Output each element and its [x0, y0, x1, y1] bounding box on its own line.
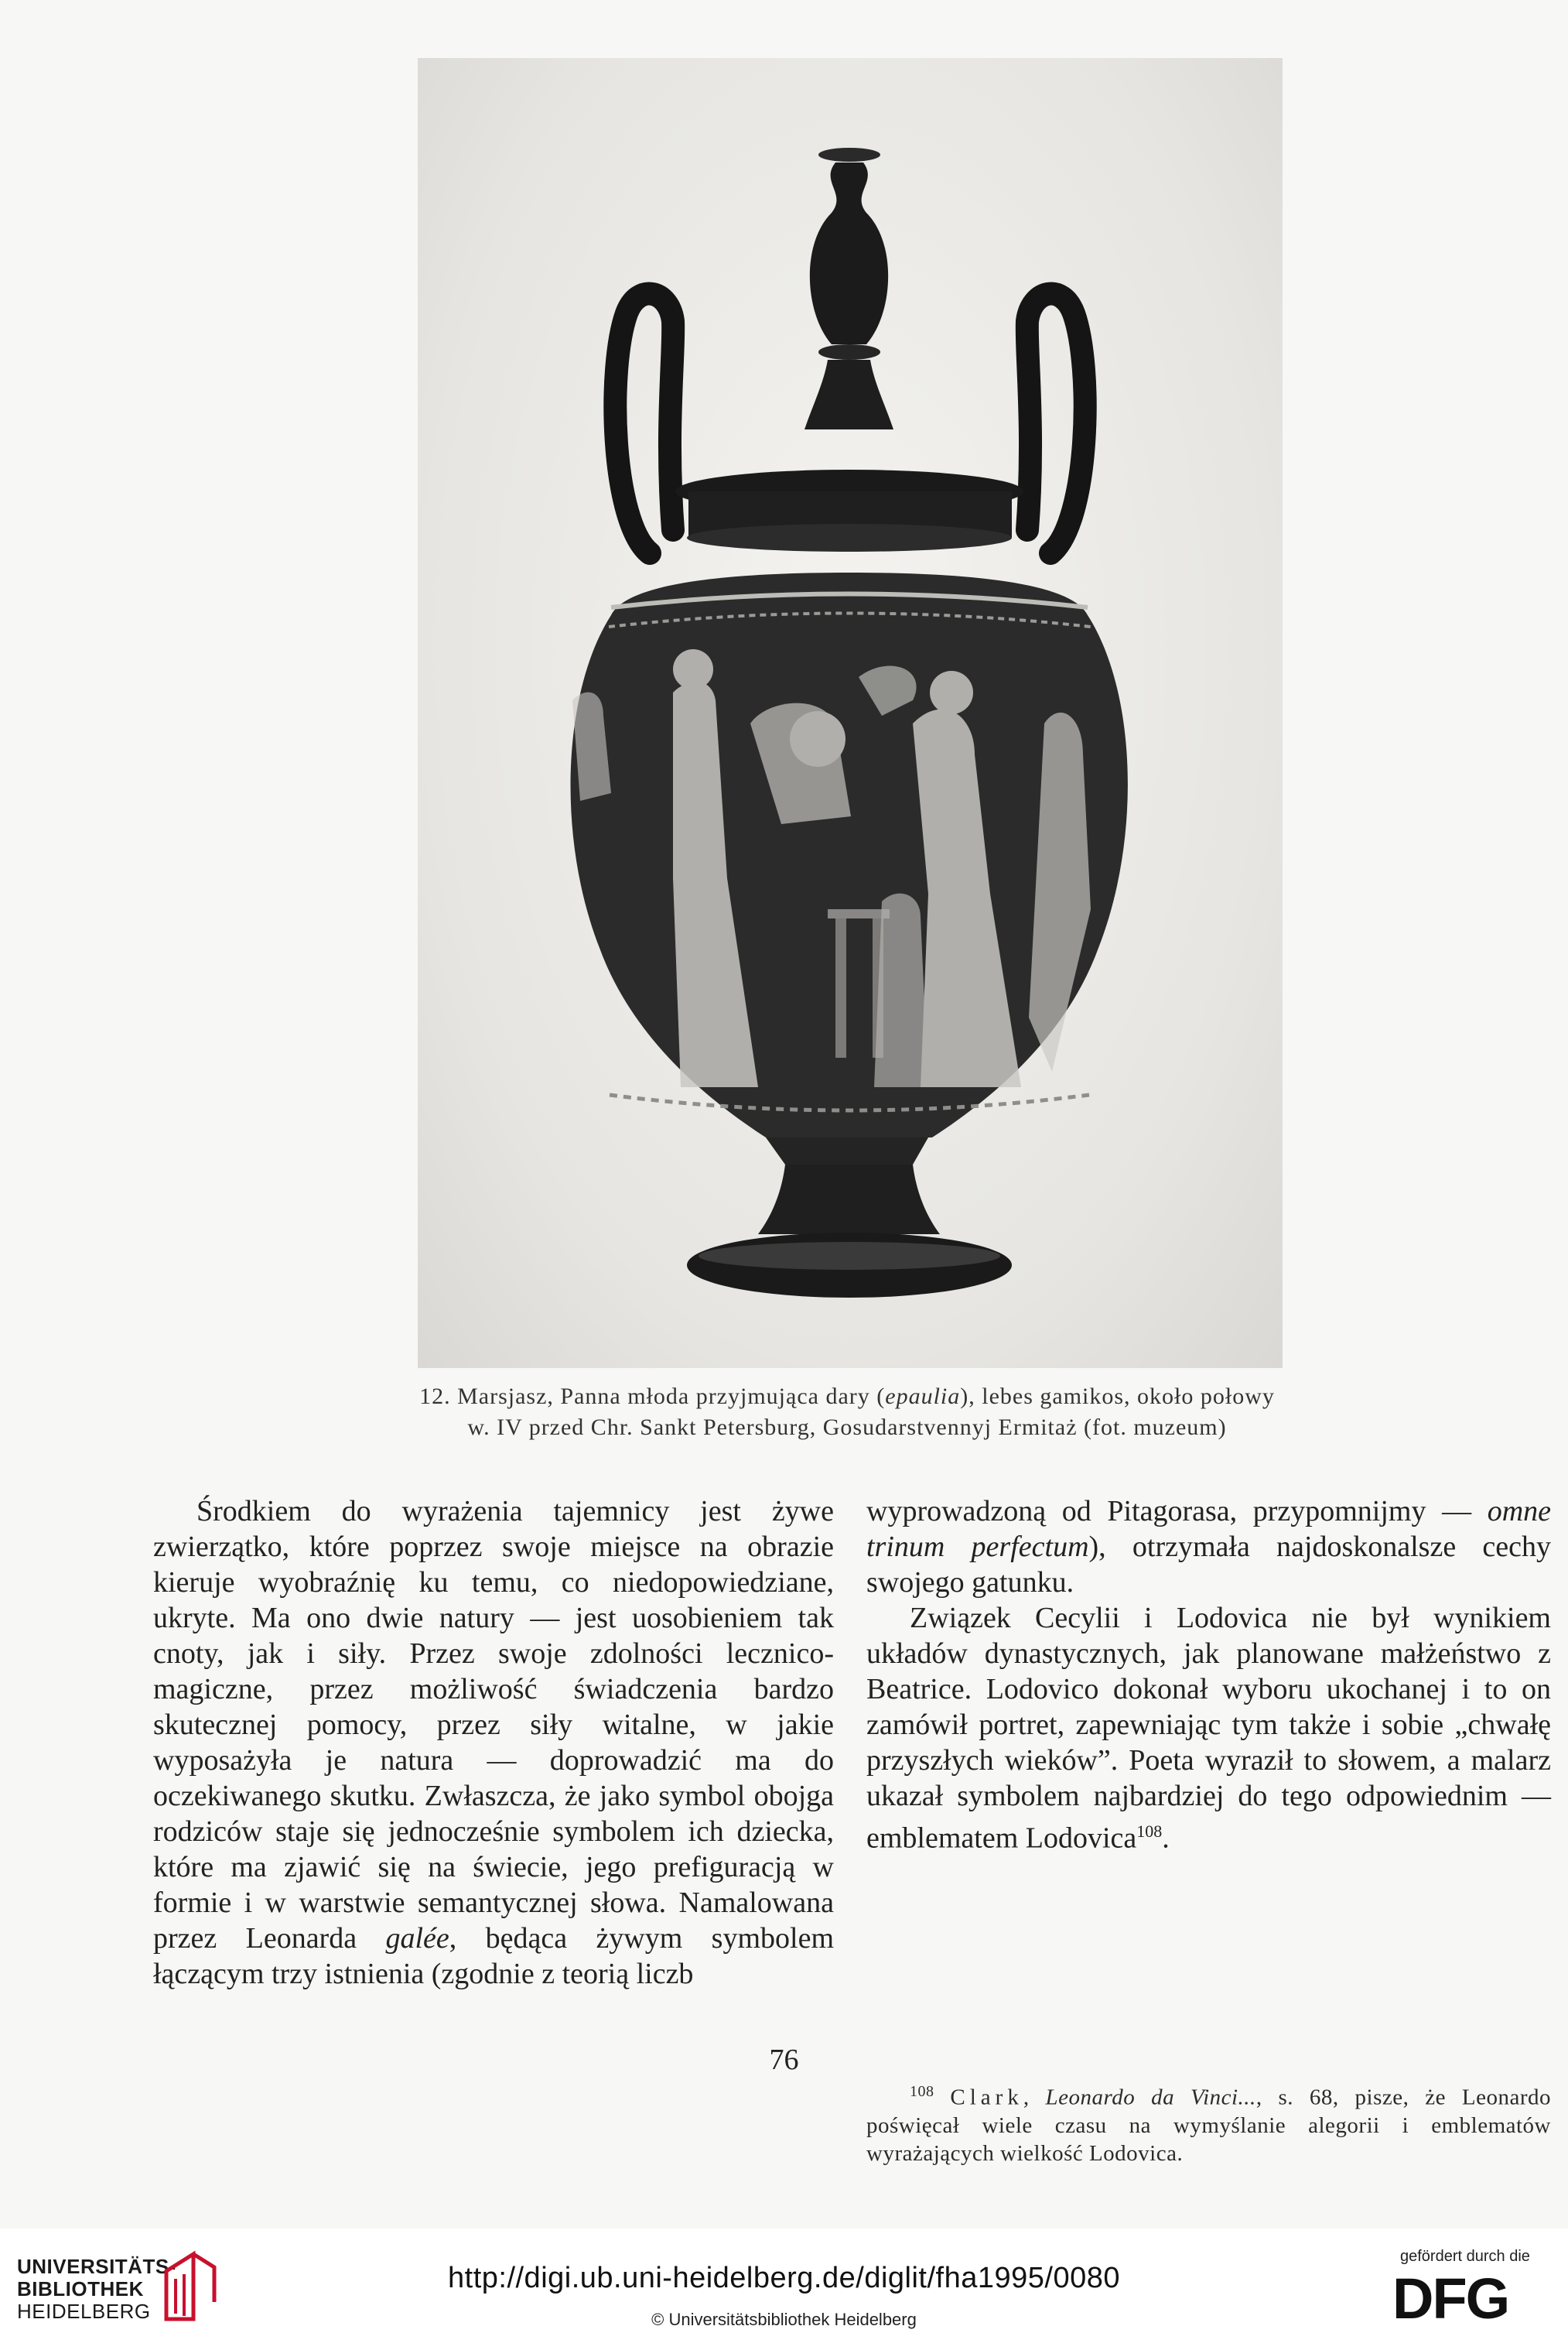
university-library-logo[interactable]: UNIVERSITÄTS- BIBLIOTHEK HEIDELBERG: [17, 2255, 176, 2323]
body-paragraph: Środkiem do wyrażenia tajemnicy jest żywe zwierzątko, które poprzez swoje miejsce na obrazie kieruje wyobraźnię ku temu, co niedopowiedziane, ukryte. Ma ono dwie natury — jest uosobieniem tak cnoty, jak i siły. Przez swoje zdolności lecznico-magiczne, przez możliwość świadczenia bardzo skutecznej pomocy, przez siły witalne, w jakie wyposażyła je natura — doprowadzić ma do oczekiwanego skutku. Zwłaszcza, że jako symbol obojga rodziców staje się jednocześnie symbolem ich dziecka, które ma zjawić się na świecie, jego prefiguracją w formie i w warstwie semantycznej słowa. Namalowana przez Leonarda galée, będąca żywym symbolem łączącym trzy istnienia (zgodnie z teorią liczb: [153, 1495, 834, 1990]
footnote-author: Clark: [950, 2085, 1023, 2110]
figure-caption: [371, 1381, 1323, 1443]
funding-label: gefördert durch die: [1400, 2248, 1530, 2265]
dfg-logo[interactable]: DFG: [1392, 2266, 1509, 2331]
caption-line-1: 12. Marsjasz, Panna młoda przyjmująca dary (epaulia), lebes gamikos, około połowy: [419, 1384, 1275, 1409]
right-text-column: [866, 1493, 1551, 1856]
caption-line-2: w. IV przed Chr. Sankt Petersburg, Gosudarstvennyj Ermitaż (fot. muzeum): [467, 1414, 1227, 1440]
vase-photograph: [418, 58, 1283, 1368]
footnote-number: 108: [910, 2083, 934, 2100]
left-text-column: [153, 1493, 834, 1992]
lebes-gamikos-vase-image: [418, 58, 1283, 1368]
permalink-url[interactable]: http://digi.ub.uni-heidelberg.de/diglit/fha1995/0080: [448, 2262, 1120, 2294]
footnote-title: Leonardo da Vinci...: [1045, 2085, 1256, 2110]
body-paragraph: Związek Cecylii i Lodovica nie był wynikiem układów dynastycznych, jak planowane małżeństwo z Beatrice. Lodovico dokonał wyboru ukochanej i to on zamówił portret, zapewniając tym także i sobie „chwałę przyszłych wieków”. Poeta wyraził to słowem, a malarz ukazał symbolem najbardziej do tego odpowiednim — emblematem Lodovica$^{108}$.: [866, 1602, 1551, 1855]
footnote: $^{108}$ Clark, Leonardo da Vinci..., s. 68, pisze, że Leonardo poświęcał wiele czasu na wymyślanie alegorii i emblematów wyrażających wielkość Lodovica.: [866, 2083, 1552, 2166]
footnote-reference[interactable]: 108: [1136, 1822, 1163, 1841]
body-paragraph: wyprowadzoną od Pitagorasa, przypomnijmy — omne trinum perfectum), otrzymała najdoskonalsze cechy swojego gatunku.: [866, 1495, 1551, 1599]
page-number: 76: [769, 2044, 799, 2076]
copyright-notice: © Universitätsbibliothek Heidelberg: [651, 2310, 917, 2329]
